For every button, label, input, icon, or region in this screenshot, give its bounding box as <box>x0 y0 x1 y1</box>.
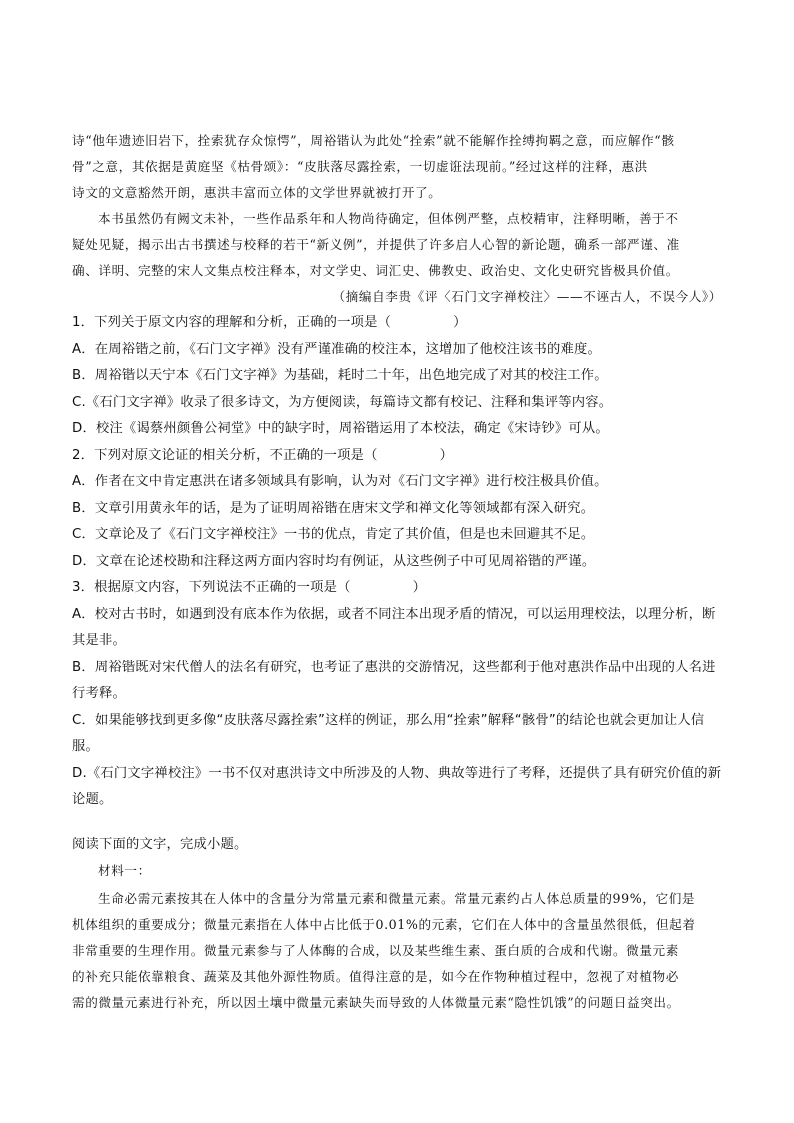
question-2 <box>72 443 722 576</box>
question-stem: 1．下列关于原文内容的理解和分析，正确的一项是（ ） <box>72 315 467 330</box>
section-gap <box>72 814 722 832</box>
material-line: 机体组织的重要成分；微量元素指在人体中占比低于0.01%的元素，它们在人体中的含量虽然很低，但起着 <box>72 917 696 932</box>
option-a: A．在周裕锴之前，《石门文字禅》没有严谨准确的校注本，这增加了他校注该书的难度。 <box>72 341 602 357</box>
option-d: D．文章在论述校勘和注释这两方面内容时均有例证，从这些例子中可见周裕锴的严谨。 <box>72 553 596 569</box>
material-line: 非常重要的生理作用。微量元素参与了人体酶的合成，以及某些维生素、蛋白质的合成和代谢。微量元素 <box>72 943 679 958</box>
passage-closing <box>72 206 722 284</box>
passage-line: 本书虽然仍有阙文未补，一些作品系年和人物尚待确定，但体例严整，点校精审，注释明晰，善于不 <box>98 211 679 226</box>
question-3 <box>72 575 722 814</box>
option-b: B．周裕锴以天宁本《石门文字禅》为基础，耗时二十年，出色地完成了对其的校注工作。 <box>72 368 608 383</box>
option-c: C．如果能够找到更多像“皮肤落尽露拴索”这样的例证，那么用“拴索”解释“骸骨”的结论也就会更加让人信服。 <box>72 712 705 754</box>
material-line: 需的微量元素进行补充，所以因土壤中微量元素缺失而导致的人体微量元素“隐性饥饿”的问题日益突出。 <box>72 995 680 1010</box>
exam-page <box>72 128 722 1014</box>
option-c: C．文章论及了《石门文字禅校注》一书的优点，肯定了其价值，但是也未回避其不足。 <box>72 527 595 542</box>
passage-intro <box>72 128 722 206</box>
material-label: 材料一： <box>98 863 151 878</box>
passage-line: 诗“他年遗迹旧岩下，拴索犹存众惊愕”，周裕锴认为此处“拴索”就不能解作拴缚拘羁之意，而应解作“骸 <box>72 133 675 148</box>
option-c: C.《石门文字禅》收录了很多诗文，为方便阅读，每篇诗文都有校记、注释和集评等内容。 <box>72 394 613 410</box>
option-d: D.《石门文字禅校注》一书不仅对惠洪诗文中所涉及的人物、典故等进行了考释，还提供了具有研究价值的新论题。 <box>72 765 722 807</box>
passage-line: 骨”之意，其依据是黄庭坚《枯骨颂》：“皮肤落尽露拴索，一切虚诳法现前。”经过这样的注释，惠洪 <box>72 159 648 174</box>
question-1 <box>72 310 722 443</box>
question-stem: 3．根据原文内容，下列说法不正确的一项是（ ） <box>72 580 427 595</box>
reading-instruction: 阅读下面的文字，完成小题。 <box>72 836 248 852</box>
option-a: A．作者在文中肯定惠洪在诸多领域具有影响，认为对《石门文字禅》进行校注极具价值。 <box>72 474 608 489</box>
option-a: A．校对古书时，如遇到没有底本作为依据，或者不同注本出现矛盾的情况，可以运用理校法，以理分析，断其是非。 <box>72 606 716 648</box>
passage-line: 诗文的文意豁然开朗，惠洪丰富而立体的文学世界就被打开了。 <box>72 185 442 200</box>
passage-line: 疑处见疑，揭示出古书撰述与校释的若干“新义例”，并提供了许多启人心智的新论题，确系一部严谨、准 <box>72 237 680 252</box>
question-stem: 2．下列对原文论证的相关分析，不正确的一项是（ ） <box>72 447 454 463</box>
option-b: B．周裕锴既对宋代僧人的法名有研究，也考证了惠洪的交游情况，这些都利于他对惠洪作品中出现的人名进行考释。 <box>72 659 716 701</box>
option-d: D．校注《谒蔡州颜鲁公祠堂》中的缺字时，周裕锴运用了本校法，确定《宋诗钞》可从。 <box>72 421 609 436</box>
passage-source: （摘编自李贵《评〈石门文字禅校注〉——不诬古人，不误今人》） <box>332 289 722 304</box>
material-one <box>72 858 722 1014</box>
passage-line: 确、详明、完整的宋人文集点校注释本，对文学史、词汇史、佛教史、政治史、文化史研究皆极具价值。 <box>72 263 679 278</box>
material-line: 的补充只能依靠粮食、蔬菜及其他外源性物质。值得注意的是，如今在作物种植过程中，忽视了对植物必 <box>72 969 679 984</box>
material-line: 生命必需元素按其在人体中的含量分为常量元素和微量元素。常量元素约占人体总质量的99%，它们是 <box>98 891 696 906</box>
option-b: B．文章引用黄永年的话，是为了证明周裕锴在唐宋文学和禅文化等领域都有深入研究。 <box>72 500 595 516</box>
